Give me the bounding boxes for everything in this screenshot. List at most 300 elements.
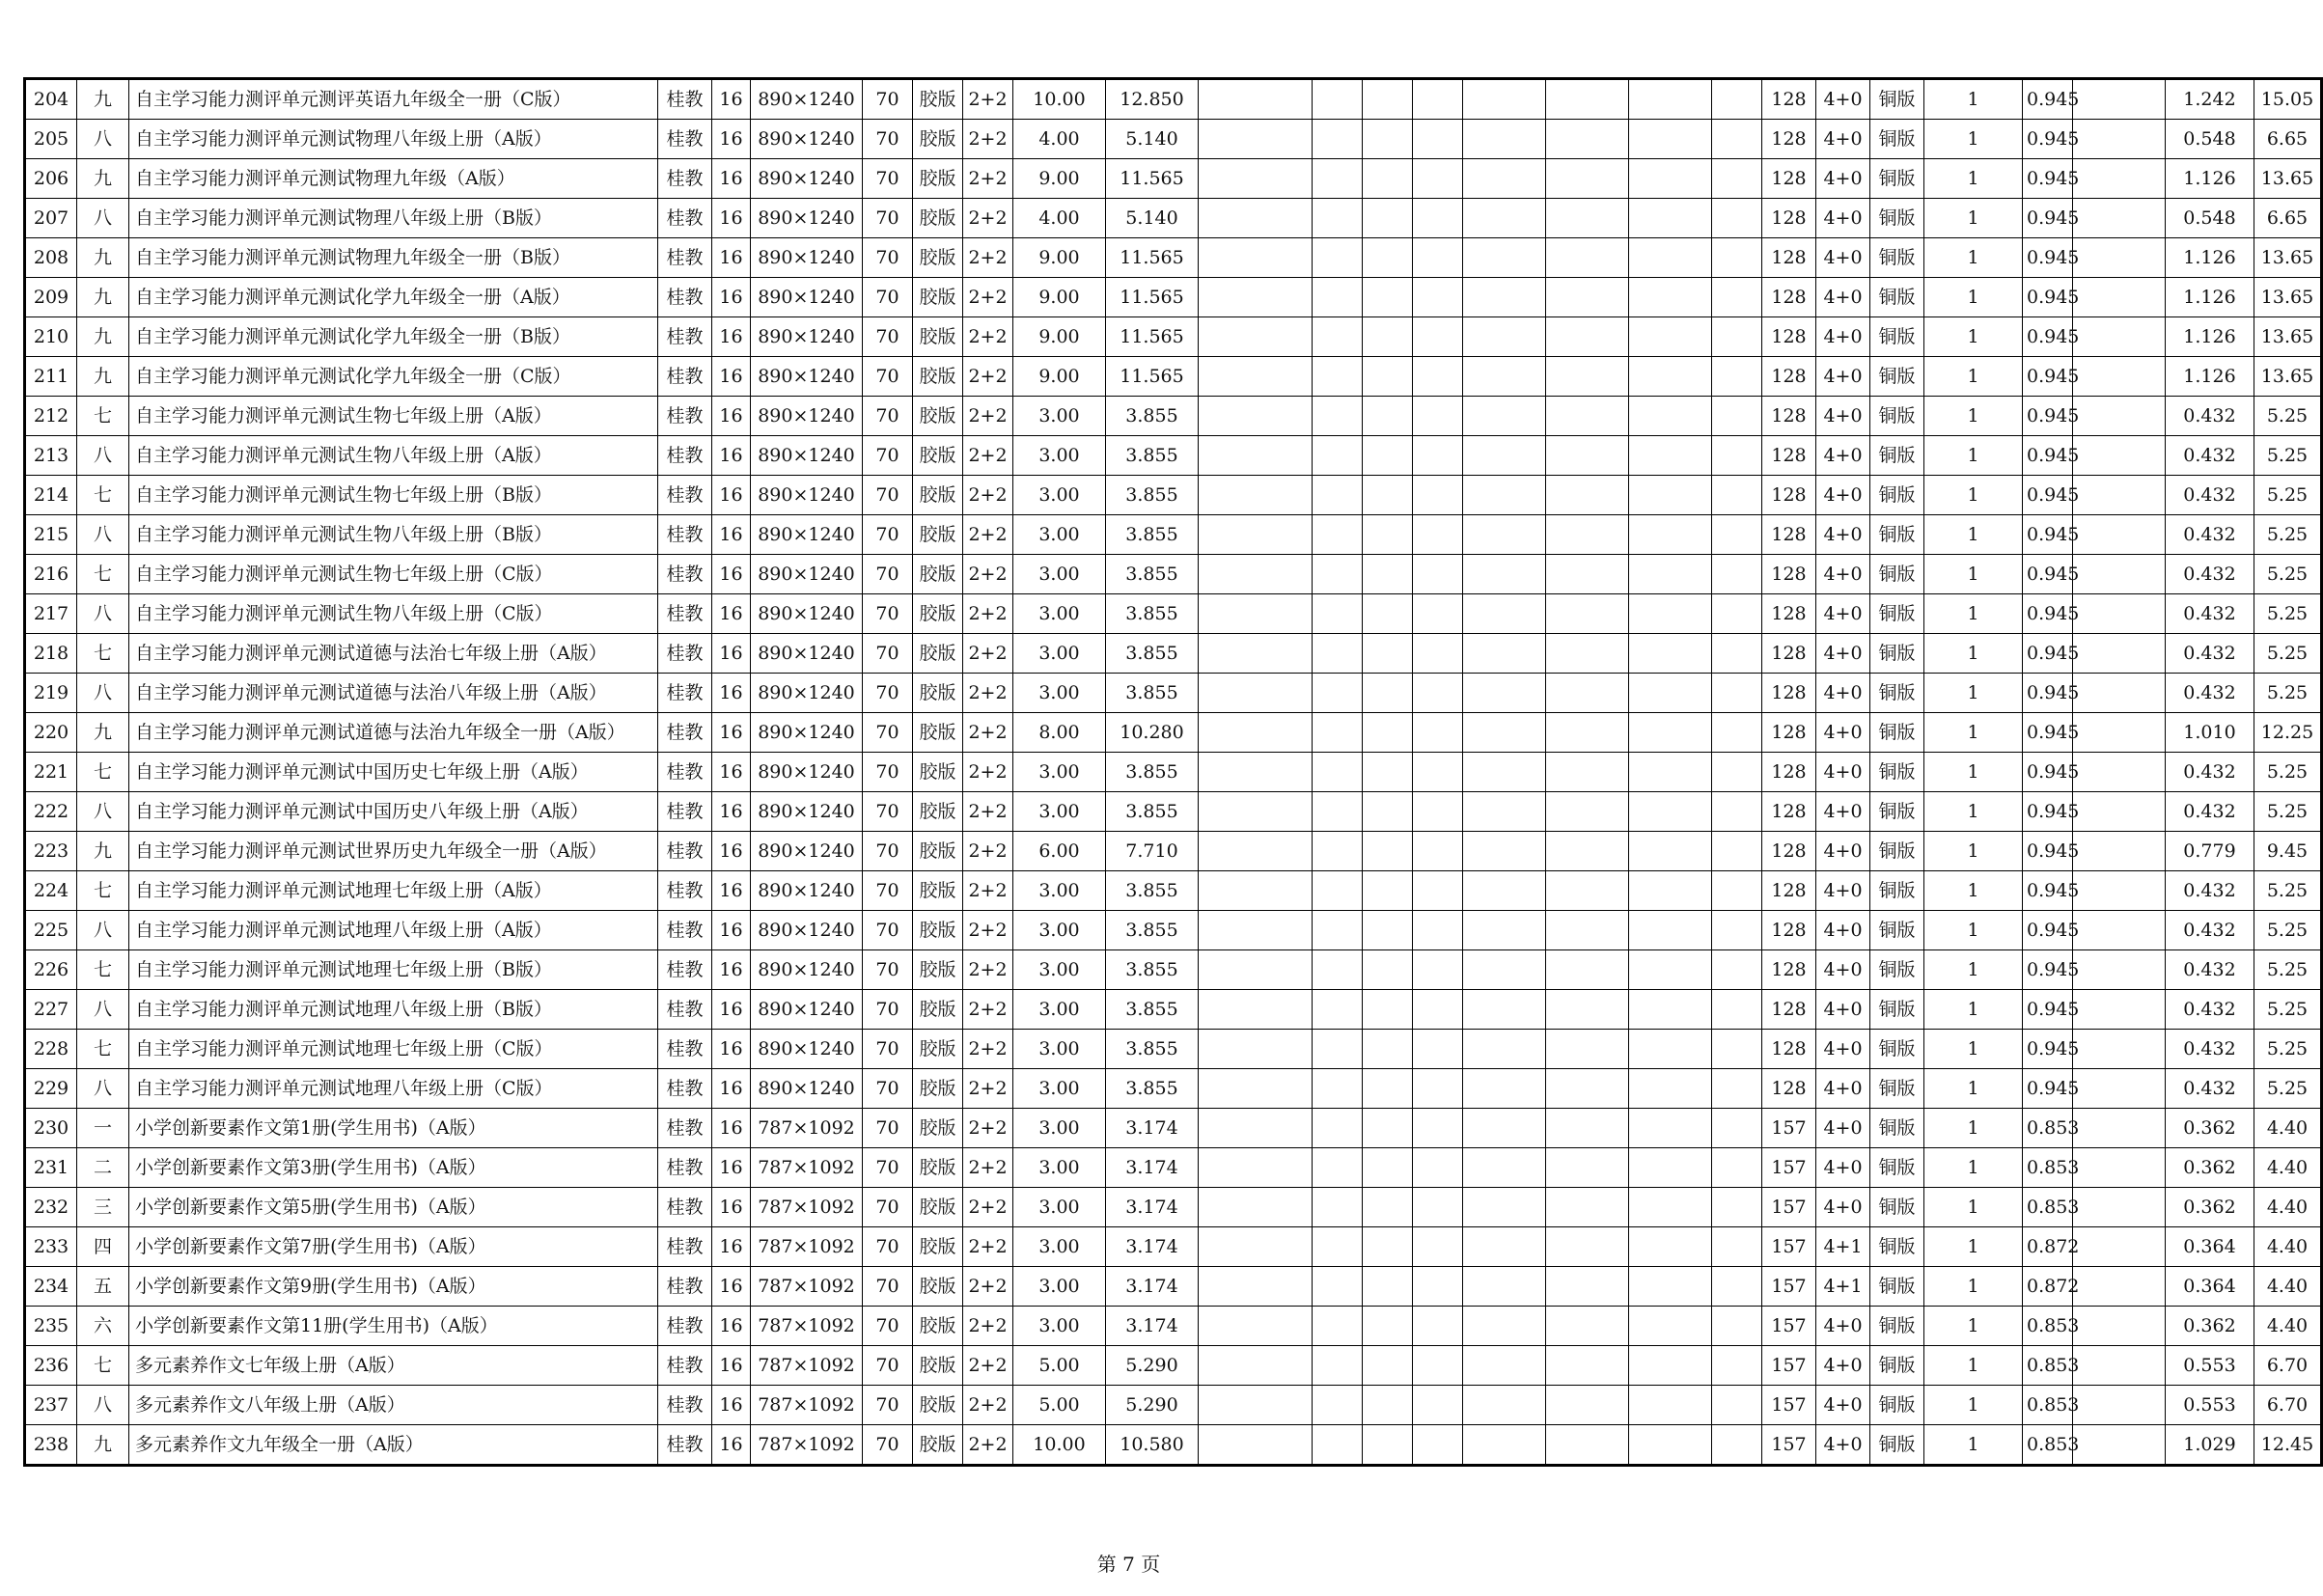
cell-pages: 128 bbox=[1762, 792, 1816, 832]
table-row bbox=[25, 555, 2322, 594]
cell-cover-price: 0.432 bbox=[2166, 436, 2254, 476]
cell-empty bbox=[1712, 1227, 1762, 1267]
cell-empty bbox=[1413, 120, 1463, 159]
cell-total: 13.65 bbox=[2254, 278, 2322, 317]
cell-binding: 胶版 bbox=[913, 199, 963, 238]
cell-format: 16 bbox=[712, 397, 751, 436]
cell-empty bbox=[2073, 1030, 2166, 1069]
cell-price1: 3.855 bbox=[1106, 634, 1199, 674]
cell-empty bbox=[1413, 990, 1463, 1030]
cell-cover-qty: 1 bbox=[1924, 317, 2023, 357]
cell-publisher: 桂教 bbox=[658, 1267, 712, 1307]
cell-cover-paper: 铜版 bbox=[1870, 317, 1924, 357]
cell-size: 890×1240 bbox=[751, 871, 863, 911]
cell-publisher: 桂教 bbox=[658, 950, 712, 990]
cell-cover-qty: 1 bbox=[1924, 1386, 2023, 1425]
cell-weight: 70 bbox=[863, 278, 913, 317]
cell-no: 211 bbox=[25, 357, 77, 397]
cell-empty bbox=[1463, 634, 1546, 674]
cell-binding: 胶版 bbox=[913, 1030, 963, 1069]
cell-empty bbox=[1629, 317, 1712, 357]
cell-total: 5.25 bbox=[2254, 634, 2322, 674]
cell-empty bbox=[1546, 555, 1629, 594]
cell-empty bbox=[1313, 515, 1363, 555]
cell-color: 2+2 bbox=[963, 634, 1013, 674]
cell-empty bbox=[1313, 436, 1363, 476]
cell-size: 890×1240 bbox=[751, 753, 863, 792]
cell-pages: 128 bbox=[1762, 594, 1816, 634]
cell-weight: 70 bbox=[863, 1227, 913, 1267]
cell-empty bbox=[1199, 317, 1313, 357]
cell-empty bbox=[2073, 990, 2166, 1030]
cell-price1: 7.710 bbox=[1106, 832, 1199, 871]
cell-empty bbox=[2073, 950, 2166, 990]
cell-empty bbox=[1463, 871, 1546, 911]
cell-weight: 70 bbox=[863, 436, 913, 476]
cell-size: 787×1092 bbox=[751, 1109, 863, 1148]
cell-empty bbox=[1199, 1030, 1313, 1069]
cell-format: 16 bbox=[712, 515, 751, 555]
cell-pages: 157 bbox=[1762, 1267, 1816, 1307]
cell-publisher: 桂教 bbox=[658, 120, 712, 159]
cell-empty bbox=[1199, 871, 1313, 911]
cell-no: 225 bbox=[25, 911, 77, 950]
cell-cover-price: 0.432 bbox=[2166, 1030, 2254, 1069]
cell-color: 2+2 bbox=[963, 555, 1013, 594]
cell-empty bbox=[2073, 1109, 2166, 1148]
cell-empty bbox=[1363, 871, 1413, 911]
cell-format: 16 bbox=[712, 792, 751, 832]
cell-empty bbox=[1463, 1267, 1546, 1307]
cell-cover-price: 0.553 bbox=[2166, 1346, 2254, 1386]
cell-binding: 胶版 bbox=[913, 674, 963, 713]
cell-format: 16 bbox=[712, 476, 751, 515]
cell-sheets: 8.00 bbox=[1013, 713, 1106, 753]
cell-cover-price: 0.432 bbox=[2166, 792, 2254, 832]
cell-cover-price: 1.126 bbox=[2166, 278, 2254, 317]
cell-sheets: 9.00 bbox=[1013, 238, 1106, 278]
cell-pages: 128 bbox=[1762, 1069, 1816, 1109]
cell-cover-paper: 铜版 bbox=[1870, 199, 1924, 238]
cell-price1: 11.565 bbox=[1106, 159, 1199, 199]
cell-price1: 3.855 bbox=[1106, 515, 1199, 555]
cell-cover-qty: 1 bbox=[1924, 1425, 2023, 1466]
cell-total: 5.25 bbox=[2254, 990, 2322, 1030]
cell-cover-qty: 1 bbox=[1924, 278, 2023, 317]
cell-size: 890×1240 bbox=[751, 594, 863, 634]
cell-cover-factor: 0.945 bbox=[2023, 594, 2073, 634]
cell-cover-color: 4+0 bbox=[1816, 357, 1870, 397]
cell-publisher: 桂教 bbox=[658, 1425, 712, 1466]
cell-size: 890×1240 bbox=[751, 436, 863, 476]
cell-empty bbox=[2073, 79, 2166, 120]
table-row bbox=[25, 634, 2322, 674]
cell-empty bbox=[1363, 436, 1413, 476]
cell-binding: 胶版 bbox=[913, 238, 963, 278]
cell-empty bbox=[1629, 634, 1712, 674]
table-row bbox=[25, 792, 2322, 832]
cell-cover-color: 4+0 bbox=[1816, 911, 1870, 950]
cell-cover-factor: 0.945 bbox=[2023, 792, 2073, 832]
cell-empty bbox=[1629, 950, 1712, 990]
cell-title: 自主学习能力测评单元测试生物七年级上册（B版） bbox=[129, 476, 658, 515]
cell-cover-qty: 1 bbox=[1924, 792, 2023, 832]
price-table bbox=[23, 77, 2323, 1467]
cell-weight: 70 bbox=[863, 871, 913, 911]
cell-format: 16 bbox=[712, 594, 751, 634]
cell-format: 16 bbox=[712, 871, 751, 911]
cell-binding: 胶版 bbox=[913, 871, 963, 911]
cell-cover-paper: 铜版 bbox=[1870, 1227, 1924, 1267]
cell-cover-factor: 0.945 bbox=[2023, 357, 2073, 397]
cell-grade: 九 bbox=[77, 832, 129, 871]
cell-weight: 70 bbox=[863, 1386, 913, 1425]
cell-no: 226 bbox=[25, 950, 77, 990]
cell-sheets: 4.00 bbox=[1013, 199, 1106, 238]
cell-publisher: 桂教 bbox=[658, 594, 712, 634]
cell-empty bbox=[1712, 1346, 1762, 1386]
cell-publisher: 桂教 bbox=[658, 397, 712, 436]
cell-cover-price: 1.126 bbox=[2166, 317, 2254, 357]
cell-cover-paper: 铜版 bbox=[1870, 1346, 1924, 1386]
cell-grade: 八 bbox=[77, 674, 129, 713]
cell-cover-factor: 0.853 bbox=[2023, 1307, 2073, 1346]
cell-empty bbox=[1363, 1307, 1413, 1346]
table-row bbox=[25, 120, 2322, 159]
cell-size: 890×1240 bbox=[751, 634, 863, 674]
cell-format: 16 bbox=[712, 436, 751, 476]
cell-empty bbox=[1463, 594, 1546, 634]
cell-format: 16 bbox=[712, 79, 751, 120]
cell-title: 自主学习能力测评单元测试道德与法治八年级上册（A版） bbox=[129, 674, 658, 713]
cell-binding: 胶版 bbox=[913, 397, 963, 436]
cell-empty bbox=[1199, 1227, 1313, 1267]
cell-title: 自主学习能力测评单元测试生物八年级上册（C版） bbox=[129, 594, 658, 634]
cell-grade: 八 bbox=[77, 594, 129, 634]
cell-empty bbox=[1413, 1346, 1463, 1386]
cell-cover-color: 4+0 bbox=[1816, 476, 1870, 515]
cell-binding: 胶版 bbox=[913, 634, 963, 674]
cell-total: 4.40 bbox=[2254, 1148, 2322, 1188]
cell-cover-qty: 1 bbox=[1924, 911, 2023, 950]
cell-empty bbox=[1313, 832, 1363, 871]
cell-format: 16 bbox=[712, 1109, 751, 1148]
cell-empty bbox=[1199, 515, 1313, 555]
cell-weight: 70 bbox=[863, 990, 913, 1030]
cell-cover-price: 0.432 bbox=[2166, 990, 2254, 1030]
table-row bbox=[25, 397, 2322, 436]
cell-no: 228 bbox=[25, 1030, 77, 1069]
cell-empty bbox=[1199, 159, 1313, 199]
cell-title: 自主学习能力测评单元测试世界历史九年级全一册（A版） bbox=[129, 832, 658, 871]
cell-grade: 九 bbox=[77, 357, 129, 397]
cell-price1: 10.280 bbox=[1106, 713, 1199, 753]
cell-cover-qty: 1 bbox=[1924, 1109, 2023, 1148]
cell-publisher: 桂教 bbox=[658, 1148, 712, 1188]
cell-color: 2+2 bbox=[963, 1267, 1013, 1307]
cell-empty bbox=[1363, 792, 1413, 832]
cell-cover-qty: 1 bbox=[1924, 476, 2023, 515]
cell-binding: 胶版 bbox=[913, 436, 963, 476]
cell-grade: 九 bbox=[77, 238, 129, 278]
cell-cover-qty: 1 bbox=[1924, 713, 2023, 753]
cell-empty bbox=[1363, 1346, 1413, 1386]
cell-cover-factor: 0.945 bbox=[2023, 436, 2073, 476]
cell-pages: 128 bbox=[1762, 713, 1816, 753]
cell-binding: 胶版 bbox=[913, 1148, 963, 1188]
cell-format: 16 bbox=[712, 950, 751, 990]
cell-cover-price: 1.029 bbox=[2166, 1425, 2254, 1466]
cell-binding: 胶版 bbox=[913, 792, 963, 832]
cell-color: 2+2 bbox=[963, 278, 1013, 317]
cell-cover-color: 4+0 bbox=[1816, 120, 1870, 159]
cell-format: 16 bbox=[712, 634, 751, 674]
cell-cover-factor: 0.945 bbox=[2023, 871, 2073, 911]
cell-cover-price: 0.779 bbox=[2166, 832, 2254, 871]
cell-cover-color: 4+0 bbox=[1816, 950, 1870, 990]
cell-weight: 70 bbox=[863, 1148, 913, 1188]
cell-binding: 胶版 bbox=[913, 1188, 963, 1227]
cell-weight: 70 bbox=[863, 634, 913, 674]
cell-empty bbox=[1313, 871, 1363, 911]
cell-empty bbox=[1463, 792, 1546, 832]
cell-publisher: 桂教 bbox=[658, 357, 712, 397]
cell-binding: 胶版 bbox=[913, 911, 963, 950]
cell-format: 16 bbox=[712, 159, 751, 199]
cell-publisher: 桂教 bbox=[658, 1069, 712, 1109]
cell-empty bbox=[1413, 911, 1463, 950]
cell-empty bbox=[1413, 950, 1463, 990]
cell-cover-price: 0.432 bbox=[2166, 753, 2254, 792]
cell-empty bbox=[1546, 397, 1629, 436]
cell-empty bbox=[1546, 713, 1629, 753]
cell-empty bbox=[2073, 357, 2166, 397]
cell-cover-paper: 铜版 bbox=[1870, 674, 1924, 713]
cell-grade: 八 bbox=[77, 120, 129, 159]
cell-cover-price: 1.126 bbox=[2166, 238, 2254, 278]
cell-weight: 70 bbox=[863, 832, 913, 871]
cell-cover-paper: 铜版 bbox=[1870, 1030, 1924, 1069]
cell-grade: 八 bbox=[77, 1069, 129, 1109]
cell-empty bbox=[1363, 950, 1413, 990]
cell-weight: 70 bbox=[863, 476, 913, 515]
table-row bbox=[25, 199, 2322, 238]
cell-binding: 胶版 bbox=[913, 555, 963, 594]
cell-empty bbox=[1313, 1148, 1363, 1188]
cell-empty bbox=[1712, 950, 1762, 990]
cell-title: 多元素养作文九年级全一册（A版） bbox=[129, 1425, 658, 1466]
cell-total: 9.45 bbox=[2254, 832, 2322, 871]
cell-cover-color: 4+0 bbox=[1816, 515, 1870, 555]
cell-sheets: 3.00 bbox=[1013, 792, 1106, 832]
cell-title: 自主学习能力测评单元测试生物七年级上册（A版） bbox=[129, 397, 658, 436]
cell-empty bbox=[1313, 357, 1363, 397]
cell-sheets: 3.00 bbox=[1013, 397, 1106, 436]
cell-empty bbox=[1629, 199, 1712, 238]
cell-cover-factor: 0.945 bbox=[2023, 515, 2073, 555]
cell-sheets: 3.00 bbox=[1013, 1227, 1106, 1267]
cell-cover-color: 4+0 bbox=[1816, 792, 1870, 832]
cell-weight: 70 bbox=[863, 594, 913, 634]
cell-no: 230 bbox=[25, 1109, 77, 1148]
cell-empty bbox=[1712, 476, 1762, 515]
cell-sheets: 10.00 bbox=[1013, 1425, 1106, 1466]
cell-cover-paper: 铜版 bbox=[1870, 713, 1924, 753]
cell-color: 2+2 bbox=[963, 357, 1013, 397]
cell-empty bbox=[1463, 515, 1546, 555]
cell-publisher: 桂教 bbox=[658, 990, 712, 1030]
table-row bbox=[25, 317, 2322, 357]
cell-cover-qty: 1 bbox=[1924, 871, 2023, 911]
cell-binding: 胶版 bbox=[913, 713, 963, 753]
cell-cover-factor: 0.945 bbox=[2023, 79, 2073, 120]
cell-no: 218 bbox=[25, 634, 77, 674]
cell-empty bbox=[1199, 1307, 1313, 1346]
cell-empty bbox=[1313, 199, 1363, 238]
cell-sheets: 10.00 bbox=[1013, 79, 1106, 120]
cell-empty bbox=[1413, 1188, 1463, 1227]
cell-total: 5.25 bbox=[2254, 871, 2322, 911]
cell-price1: 3.855 bbox=[1106, 594, 1199, 634]
cell-empty bbox=[1546, 199, 1629, 238]
cell-publisher: 桂教 bbox=[658, 79, 712, 120]
cell-cover-factor: 0.853 bbox=[2023, 1346, 2073, 1386]
cell-no: 233 bbox=[25, 1227, 77, 1267]
cell-empty bbox=[1363, 594, 1413, 634]
cell-empty bbox=[1363, 911, 1413, 950]
cell-empty bbox=[1629, 1267, 1712, 1307]
cell-size: 890×1240 bbox=[751, 357, 863, 397]
cell-empty bbox=[1413, 555, 1463, 594]
cell-empty bbox=[1413, 1148, 1463, 1188]
cell-cover-price: 0.362 bbox=[2166, 1188, 2254, 1227]
table-row bbox=[25, 278, 2322, 317]
cell-size: 890×1240 bbox=[751, 199, 863, 238]
cell-sheets: 3.00 bbox=[1013, 990, 1106, 1030]
cell-weight: 70 bbox=[863, 120, 913, 159]
cell-binding: 胶版 bbox=[913, 317, 963, 357]
cell-empty bbox=[1546, 1307, 1629, 1346]
cell-weight: 70 bbox=[863, 159, 913, 199]
cell-empty bbox=[2073, 1188, 2166, 1227]
cell-publisher: 桂教 bbox=[658, 555, 712, 594]
table-row bbox=[25, 436, 2322, 476]
cell-total: 5.25 bbox=[2254, 1069, 2322, 1109]
cell-cover-qty: 1 bbox=[1924, 634, 2023, 674]
cell-grade: 七 bbox=[77, 397, 129, 436]
cell-total: 5.25 bbox=[2254, 792, 2322, 832]
cell-cover-factor: 0.945 bbox=[2023, 832, 2073, 871]
cell-publisher: 桂教 bbox=[658, 792, 712, 832]
cell-title: 自主学习能力测评单元测试化学九年级全一册（C版） bbox=[129, 357, 658, 397]
cell-title: 小学创新要素作文第3册(学生用书)（A版） bbox=[129, 1148, 658, 1188]
cell-price1: 3.174 bbox=[1106, 1307, 1199, 1346]
cell-size: 890×1240 bbox=[751, 990, 863, 1030]
cell-weight: 70 bbox=[863, 357, 913, 397]
cell-empty bbox=[1463, 79, 1546, 120]
cell-empty bbox=[1413, 1030, 1463, 1069]
cell-empty bbox=[1629, 1148, 1712, 1188]
cell-empty bbox=[1546, 792, 1629, 832]
cell-publisher: 桂教 bbox=[658, 1346, 712, 1386]
cell-title: 自主学习能力测评单元测试地理七年级上册（B版） bbox=[129, 950, 658, 990]
table-row bbox=[25, 990, 2322, 1030]
cell-empty bbox=[1363, 1267, 1413, 1307]
cell-empty bbox=[2073, 1227, 2166, 1267]
cell-empty bbox=[1712, 1425, 1762, 1466]
cell-empty bbox=[2073, 515, 2166, 555]
cell-grade: 七 bbox=[77, 753, 129, 792]
cell-empty bbox=[1629, 1307, 1712, 1346]
cell-cover-paper: 铜版 bbox=[1870, 436, 1924, 476]
cell-empty bbox=[1363, 199, 1413, 238]
cell-binding: 胶版 bbox=[913, 1386, 963, 1425]
cell-sheets: 9.00 bbox=[1013, 317, 1106, 357]
cell-no: 232 bbox=[25, 1188, 77, 1227]
table-row bbox=[25, 1148, 2322, 1188]
cell-cover-color: 4+0 bbox=[1816, 674, 1870, 713]
cell-publisher: 桂教 bbox=[658, 1188, 712, 1227]
cell-binding: 胶版 bbox=[913, 1069, 963, 1109]
cell-empty bbox=[1363, 713, 1413, 753]
cell-sheets: 3.00 bbox=[1013, 1188, 1106, 1227]
cell-cover-paper: 铜版 bbox=[1870, 555, 1924, 594]
cell-empty bbox=[1463, 1188, 1546, 1227]
cell-color: 2+2 bbox=[963, 832, 1013, 871]
table-row bbox=[25, 238, 2322, 278]
cell-cover-color: 4+0 bbox=[1816, 1386, 1870, 1425]
cell-title: 自主学习能力测评单元测评英语九年级全一册（C版） bbox=[129, 79, 658, 120]
cell-format: 16 bbox=[712, 990, 751, 1030]
cell-empty bbox=[1313, 1069, 1363, 1109]
cell-cover-paper: 铜版 bbox=[1870, 1148, 1924, 1188]
cell-cover-factor: 0.945 bbox=[2023, 278, 2073, 317]
cell-empty bbox=[2073, 278, 2166, 317]
cell-empty bbox=[1363, 753, 1413, 792]
cell-empty bbox=[1413, 476, 1463, 515]
cell-empty bbox=[1712, 1069, 1762, 1109]
cell-cover-color: 4+0 bbox=[1816, 159, 1870, 199]
cell-cover-price: 0.432 bbox=[2166, 674, 2254, 713]
cell-empty bbox=[1313, 990, 1363, 1030]
cell-empty bbox=[1629, 357, 1712, 397]
cell-size: 787×1092 bbox=[751, 1267, 863, 1307]
cell-sheets: 3.00 bbox=[1013, 674, 1106, 713]
cell-empty bbox=[2073, 1267, 2166, 1307]
cell-binding: 胶版 bbox=[913, 1227, 963, 1267]
cell-cover-factor: 0.945 bbox=[2023, 397, 2073, 436]
cell-empty bbox=[1712, 1030, 1762, 1069]
cell-empty bbox=[2073, 555, 2166, 594]
cell-cover-paper: 铜版 bbox=[1870, 79, 1924, 120]
cell-size: 890×1240 bbox=[751, 317, 863, 357]
cell-empty bbox=[1712, 911, 1762, 950]
cell-title: 自主学习能力测评单元测试地理七年级上册（A版） bbox=[129, 871, 658, 911]
cell-cover-qty: 1 bbox=[1924, 436, 2023, 476]
cell-binding: 胶版 bbox=[913, 1307, 963, 1346]
cell-size: 890×1240 bbox=[751, 120, 863, 159]
cell-empty bbox=[1413, 317, 1463, 357]
cell-cover-color: 4+0 bbox=[1816, 1188, 1870, 1227]
cell-empty bbox=[1313, 1425, 1363, 1466]
cell-empty bbox=[1712, 357, 1762, 397]
cell-grade: 九 bbox=[77, 159, 129, 199]
cell-empty bbox=[1199, 1386, 1313, 1425]
cell-price1: 3.174 bbox=[1106, 1227, 1199, 1267]
cell-empty bbox=[1463, 397, 1546, 436]
cell-cover-color: 4+0 bbox=[1816, 1109, 1870, 1148]
cell-price1: 12.850 bbox=[1106, 79, 1199, 120]
